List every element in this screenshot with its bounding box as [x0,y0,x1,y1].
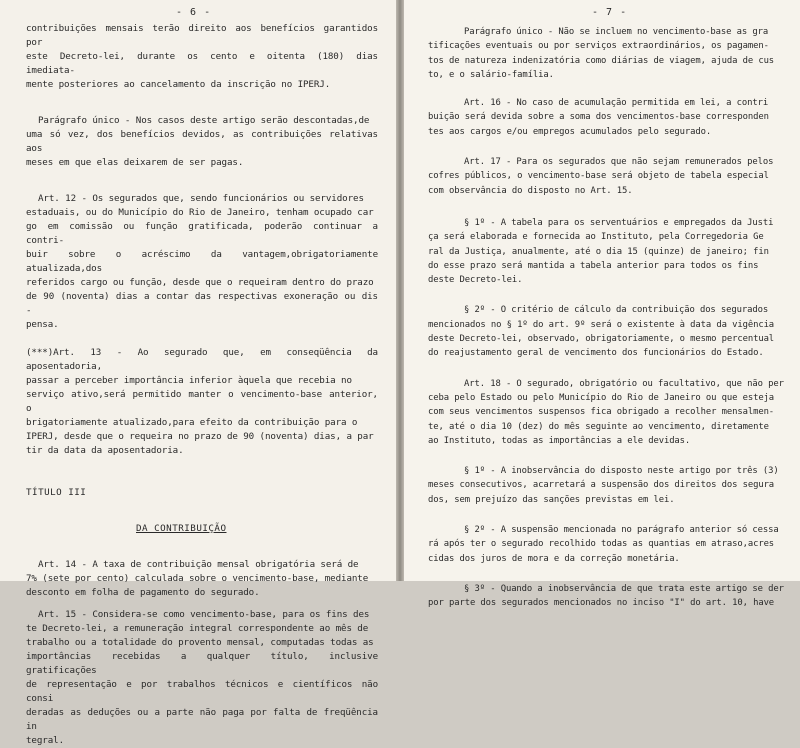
article-14 [26,558,378,600]
article-13 [26,346,378,458]
text-line: Art. 16 - No caso de acumulação permitida em lei, a contri [464,98,769,109]
right-page [404,0,800,609]
text-line: (***)Art. 13 - Ao segurado que, em conseqüência da aposentadoria, [26,347,378,372]
right-page-body [428,25,786,611]
article-15 [26,608,378,748]
text-line: rá após ter o segurado recolhido todas as quantias em atraso,acres [428,539,775,550]
text-line: tificações eventuais ou por serviços extraordinários, os pagamen- [428,41,769,52]
left-page-body [26,22,378,748]
text-line: tegral. [26,735,65,746]
text-line: trabalho ou a totalidade do provento mensal, computadas todas as [26,637,374,648]
text-line: § 1º - A tabela para os serventuários e empregados da Justi [464,217,774,228]
text-line: por parte dos segurados mencionados no inciso "I" do art. 10, have [428,598,775,609]
text-line: te, até o dia 10 (dez) do mês seguinte ao vencimento, diretamente [428,421,769,432]
text-line: tos de natureza indenizatória como diárias de viagem, ajuda de cus [428,55,775,66]
text-line: passar a perceber importância inferior àquela que recebia no [26,375,352,386]
text-line: mente posteriores ao cancelamento da inscrição no IPERJ. [26,79,331,90]
paragraph-unico [26,114,378,170]
text-line: do esse prazo será mantida a tabela anterior para todos os fins [428,260,759,271]
text-line: desconto em folha de pagamento do segurado. [26,587,260,598]
text-line: Art. 17 - Para os segurados que não sejam remunerados pelos [464,157,774,168]
text-line: com observância do disposto no Art. 15. [428,185,633,196]
text-line: cidas dos juros de mora e da correção monetária. [428,553,680,564]
text-line: estaduais, ou do Município do Rio de Janeiro, tenham ocupado car [26,207,374,218]
text-line: to, e o salário-família. [428,69,554,80]
text-line: de 90 (noventa) dias a contar das respectivas exoneração ou dis - [26,291,378,316]
text-line: meses em que elas deixarem de ser pagas. [26,157,244,168]
text-line: Art. 15 - Considera-se como vencimento-base, para os fins des [38,609,370,620]
text-line: te Decreto-lei, a remuneração integral correspondente ao mês de [26,623,369,634]
section-2-art-18 [428,523,786,566]
text-line: Art. 12 - Os segurados que, sendo funcionários ou servidores [38,193,364,204]
article-17 [428,155,786,198]
text-line: deradas as deduções ou a parte não paga por falta de freqüência in [26,707,378,732]
article-18 [428,377,786,448]
article-16 [428,96,786,139]
text-line: ça será elaborada e fornecida ao Instituto, pela Corregedoria Ge [428,232,764,243]
text-line: uma só vez, dos benefícios devidos, as contribuições relativas aos [26,129,378,154]
book-gutter [396,0,404,581]
text-line: ral da Justiça, anualmente, até o dia 15 (quinze) de janeiro; fin [428,246,769,257]
title-heading: TÍTULO III [26,487,87,498]
section-heading-text: DA CONTRIBUIÇÃO [136,523,227,534]
text-line: tes aos cargos e/ou empregos acumulados pelo segurado. [428,126,712,137]
left-page [0,0,396,746]
paragraph-unico [428,25,786,82]
text-line: dos, sem prejuízo das sanções previstas em lei. [428,494,675,505]
text-line: do reajustamento geral de vencimento dos funcionários do Estado. [428,348,764,359]
article-12 [26,192,378,332]
text-line: 7% (sete por cento) calculada sobre o vencimento-base, mediante [26,573,369,584]
text-line: importâncias recebidas a qualquer título, inclusive gratificações [26,651,378,676]
text-line: buir sobre o acréscimo da vantagem,obrigatoriamente atualizada,dos [26,249,378,274]
text-line: cofres públicos, o vencimento-base será objeto de tabela especial [428,171,769,182]
text-line: Parágrafo único - Nos casos deste artigo serão descontadas,de [38,115,370,126]
text-line: buição será devida sobre a soma dos vencimentos-base corresponden [428,112,769,123]
page-number: - 7 - [592,7,628,18]
text-line: IPERJ, desde que o requeira no prazo de 90 (noventa) dias, a par [26,431,374,442]
text-line: go em comissão ou função gratificada, poderão continuar a contri- [26,221,378,246]
text-line: § 2º - A suspensão mencionada no parágrafo anterior só cessa [464,525,779,536]
text-line: ceba pelo Estado ou pelo Município do Rio de Janeiro ou que esteja [428,392,775,403]
text-line: § 1º - A inobservância do disposto neste artigo por três (3) [464,466,779,477]
section-3-art-18 [428,582,786,611]
text-line: com seus vencimentos suspensos fica obrigado a recolher mensalmen- [428,407,775,418]
text-line: brigatoriamente atualizado,para efeito da contribuição para o [26,417,358,428]
text-line: § 3º - Quando a inobservância de que trata este artigo se der [464,583,784,594]
text-line: tir da data da aposentadoria. [26,445,184,456]
text-line: Parágrafo único - Não se incluem no vencimento-base as gra [464,27,769,37]
text-line: este Decreto-lei, durante os cento e oitenta (180) dias imediata- [26,51,378,76]
text-line: serviço ativo,será permitido manter o vencimento-base anterior, o [26,389,378,414]
text-line: Art. 18 - O segurado, obrigatório ou facultativo, que não per [464,378,784,389]
section-1-art-17 [428,216,786,287]
text-line: meses consecutivos, acarretará a suspensão dos direitos dos segura [428,480,775,491]
text-line: deste Decreto-lei, observado, obrigatoriamente, o mesmo percentual [428,334,775,345]
text-line: ao Instituto, todas as importâncias a ele devidas. [428,435,691,446]
text-line: contribuições mensais terão direito aos benefícios garantidos por [26,23,378,48]
text-line: pensa. [26,319,59,330]
section-2-art-17 [428,303,786,360]
section-heading [26,522,378,536]
text-line: de representação e por trabalhos técnicos e científicos não consi [26,679,378,704]
text-line: deste Decreto-lei. [428,275,523,286]
page-number: - 6 - [176,7,212,18]
text-line: referidos cargo ou função, desde que o requeiram dentro do prazo [26,277,374,288]
paragraph-continuation [26,22,378,92]
section-1-art-18 [428,464,786,507]
text-line: § 2º - O critério de cálculo da contribuição dos segurados [464,305,769,316]
text-line: Art. 14 - A taxa de contribuição mensal obrigatória será de [38,559,359,570]
text-line: mencionados no § 1º do art. 9º será o existente à data da vigência [428,319,775,330]
